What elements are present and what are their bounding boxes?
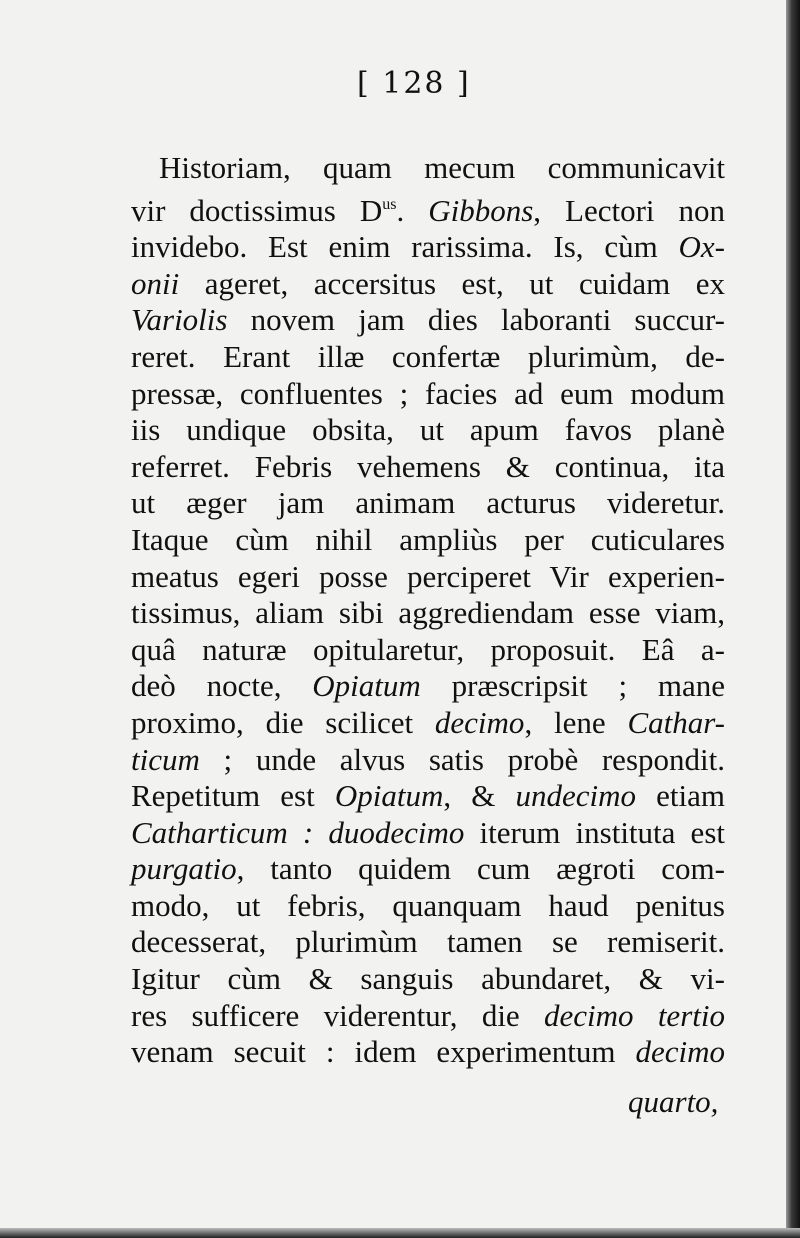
text-line-13: tissimus, aliam sibi aggrediendam esse viam, [131, 595, 725, 631]
text-line-5: Variolis novem jam dies laboranti succur- [131, 302, 725, 338]
text-line-8: iis undique obsita, ut apum favos planè [131, 412, 725, 448]
text-line-24: res sufficere viderentur, die decimo tertio [131, 997, 725, 1033]
text-line-6: reret. Erant illæ confertæ plurimùm, de- [131, 338, 725, 374]
text-line-4: onii ageret, accersitus est, ut cuidam ex [131, 265, 725, 301]
text-line-15: deò nocte, Opiatum præscripsit ; mane [131, 668, 725, 704]
text-line-20: purgatio, tanto quidem cum ægroti com- [131, 851, 725, 887]
text-line-10: ut æger jam animam acturus videretur. [131, 485, 725, 521]
text-line-16: proximo, die scilicet decimo, lene Cathar- [131, 704, 726, 740]
text-line-23: Igitur cùm & sanguis abundaret, & vi- [131, 961, 725, 997]
text-line-7: pressæ, confluentes ; facies ad eum modum [131, 375, 725, 411]
text-line-3: invidebo. Est enim rarissima. Is, cùm Ox- [131, 229, 725, 265]
text-line-14: quâ naturæ opitularetur, proposuit. Eâ a- [131, 631, 725, 667]
text-line-11: Itaque cùm nihil ampliùs per cuticulares [131, 521, 725, 557]
text-line-2: vir doctissimus $D^{us}$. Gibbons, Lectori non [131, 192, 725, 228]
book-spine-shadow [786, 0, 800, 1238]
page-bottom-shadow [0, 1228, 800, 1238]
catchword: quarto, [628, 1084, 719, 1119]
text-line-19: Catharticum : duodecimo iterum instituta est [131, 814, 725, 850]
text-line-21: modo, ut febris, quanquam haud penitus [131, 887, 725, 923]
page-number: [ 128 ] [357, 66, 471, 101]
text-line-9: referret. Febris vehemens & continua, ita [131, 448, 725, 484]
body-text [131, 150, 725, 1071]
text-line-17: ticum ; unde alvus satis probè respondit. [131, 741, 725, 777]
text-line-12: meatus egeri posse perciperet Vir experien- [131, 558, 725, 594]
text-line-22: decesserat, plurimùm tamen se remiserit. [131, 924, 725, 960]
text-line-18: Repetitum est Opiatum, & undecimo etiam [131, 778, 725, 814]
text-line-1: Historiam, quam mecum communicavit [159, 150, 725, 185]
text-line-25: venam secuit : idem experimentum decimo [131, 1034, 725, 1070]
